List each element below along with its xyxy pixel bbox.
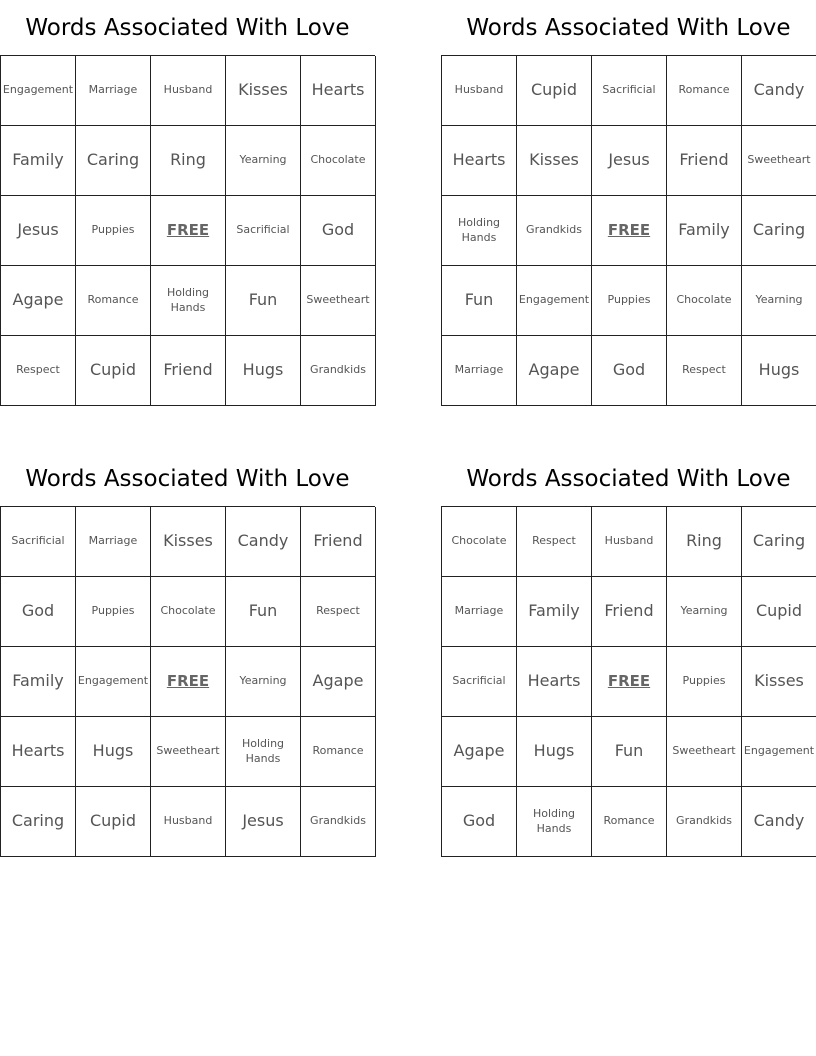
bingo-cell: Marriage [442, 336, 517, 406]
bingo-cell: Candy [742, 56, 816, 126]
bingo-cell: Grandkids [301, 336, 376, 406]
bingo-cell: Hearts [301, 56, 376, 126]
bingo-cell: Kisses [742, 647, 816, 717]
bingo-cell: Puppies [76, 577, 151, 647]
bingo-cell: Holding Hands [517, 787, 592, 857]
bingo-cell: Friend [151, 336, 226, 406]
bingo-cell: Hugs [76, 717, 151, 787]
bingo-cell: Fun [226, 577, 301, 647]
bingo-cell: Respect [1, 336, 76, 406]
bingo-cell: Husband [592, 507, 667, 577]
bingo-cell: Jesus [592, 126, 667, 196]
bingo-cell: Engagement [742, 717, 816, 787]
free-space: FREE [151, 196, 226, 266]
bingo-cell: Sacrificial [1, 507, 76, 577]
bingo-cell: Engagement [76, 647, 151, 717]
bingo-cell: Cupid [76, 787, 151, 857]
bingo-cell: Romance [667, 56, 742, 126]
bingo-grid [441, 506, 816, 857]
bingo-cell: Romance [76, 266, 151, 336]
bingo-cell: Sacrificial [226, 196, 301, 266]
bingo-cell: Sacrificial [442, 647, 517, 717]
bingo-cell: Jesus [226, 787, 301, 857]
bingo-cell: Ring [151, 126, 226, 196]
bingo-cell: Cupid [742, 577, 816, 647]
bingo-grid [0, 506, 375, 857]
bingo-cell: Chocolate [442, 507, 517, 577]
bingo-card-1 [0, 10, 375, 406]
bingo-cell: Sweetheart [151, 717, 226, 787]
bingo-cell: Sweetheart [667, 717, 742, 787]
bingo-cell: Cupid [76, 336, 151, 406]
bingo-cell: Husband [442, 56, 517, 126]
bingo-cell: Respect [301, 577, 376, 647]
bingo-cell: Candy [226, 507, 301, 577]
bingo-cell: Holding Hands [151, 266, 226, 336]
bingo-cell: Chocolate [667, 266, 742, 336]
bingo-cell: Holding Hands [226, 717, 301, 787]
bingo-cell: Husband [151, 56, 226, 126]
bingo-cell: Family [667, 196, 742, 266]
bingo-cell: Family [517, 577, 592, 647]
bingo-cell: Kisses [151, 507, 226, 577]
bingo-cell: Husband [151, 787, 226, 857]
bingo-cell: Friend [592, 577, 667, 647]
bingo-cell: Yearning [667, 577, 742, 647]
bingo-cell: Fun [592, 717, 667, 787]
bingo-cell: Respect [517, 507, 592, 577]
bingo-cell: Caring [742, 196, 816, 266]
bingo-cell: Hugs [226, 336, 301, 406]
bingo-cell: Sweetheart [301, 266, 376, 336]
free-space: FREE [592, 647, 667, 717]
bingo-cell: Engagement [517, 266, 592, 336]
bingo-cell: Marriage [442, 577, 517, 647]
bingo-grid [441, 55, 816, 406]
card-title: Words Associated With Love [466, 15, 791, 41]
bingo-cell: Marriage [76, 507, 151, 577]
bingo-cell: Yearning [226, 126, 301, 196]
bingo-cell: Ring [667, 507, 742, 577]
card-title: Words Associated With Love [25, 466, 350, 492]
card-title: Words Associated With Love [25, 15, 350, 41]
bingo-cell: Fun [442, 266, 517, 336]
bingo-cell: Agape [517, 336, 592, 406]
bingo-cell: Friend [301, 507, 376, 577]
bingo-cell: Cupid [517, 56, 592, 126]
bingo-cell: Caring [76, 126, 151, 196]
bingo-card-3 [0, 461, 375, 857]
bingo-cell: Yearning [742, 266, 816, 336]
bingo-cell: Hearts [1, 717, 76, 787]
bingo-cell: Agape [1, 266, 76, 336]
bingo-cell: Family [1, 126, 76, 196]
bingo-cell: Respect [667, 336, 742, 406]
free-space: FREE [151, 647, 226, 717]
bingo-cell: Engagement [1, 56, 76, 126]
bingo-cell: Agape [442, 717, 517, 787]
bingo-cell: Grandkids [301, 787, 376, 857]
bingo-cell: Candy [742, 787, 816, 857]
bingo-cell: Sweetheart [742, 126, 816, 196]
bingo-cell: Caring [1, 787, 76, 857]
bingo-cell: Puppies [592, 266, 667, 336]
bingo-cell: Romance [592, 787, 667, 857]
bingo-cell: Hearts [442, 126, 517, 196]
bingo-cell: Holding Hands [442, 196, 517, 266]
bingo-cell: Romance [301, 717, 376, 787]
bingo-cell: Chocolate [301, 126, 376, 196]
bingo-cell: Kisses [226, 56, 301, 126]
bingo-cell: Hearts [517, 647, 592, 717]
bingo-card-4 [441, 461, 816, 857]
bingo-card-2 [441, 10, 816, 406]
bingo-cell: Sacrificial [592, 56, 667, 126]
bingo-cell: Yearning [226, 647, 301, 717]
bingo-cell: Family [1, 647, 76, 717]
bingo-cell: Agape [301, 647, 376, 717]
bingo-cell: Puppies [76, 196, 151, 266]
bingo-cell: Caring [742, 507, 816, 577]
bingo-cell: Jesus [1, 196, 76, 266]
bingo-cell: Grandkids [517, 196, 592, 266]
bingo-cell: Hugs [517, 717, 592, 787]
bingo-cell: God [1, 577, 76, 647]
bingo-cell: Marriage [76, 56, 151, 126]
free-space: FREE [592, 196, 667, 266]
bingo-cell: Fun [226, 266, 301, 336]
bingo-cell: Friend [667, 126, 742, 196]
card-title: Words Associated With Love [466, 466, 791, 492]
bingo-cell: Grandkids [667, 787, 742, 857]
bingo-grid [0, 55, 375, 406]
bingo-cell: Puppies [667, 647, 742, 717]
bingo-cell: God [301, 196, 376, 266]
bingo-cell: Kisses [517, 126, 592, 196]
bingo-cell: Hugs [742, 336, 816, 406]
bingo-cell: Chocolate [151, 577, 226, 647]
bingo-cell: God [592, 336, 667, 406]
bingo-cell: God [442, 787, 517, 857]
